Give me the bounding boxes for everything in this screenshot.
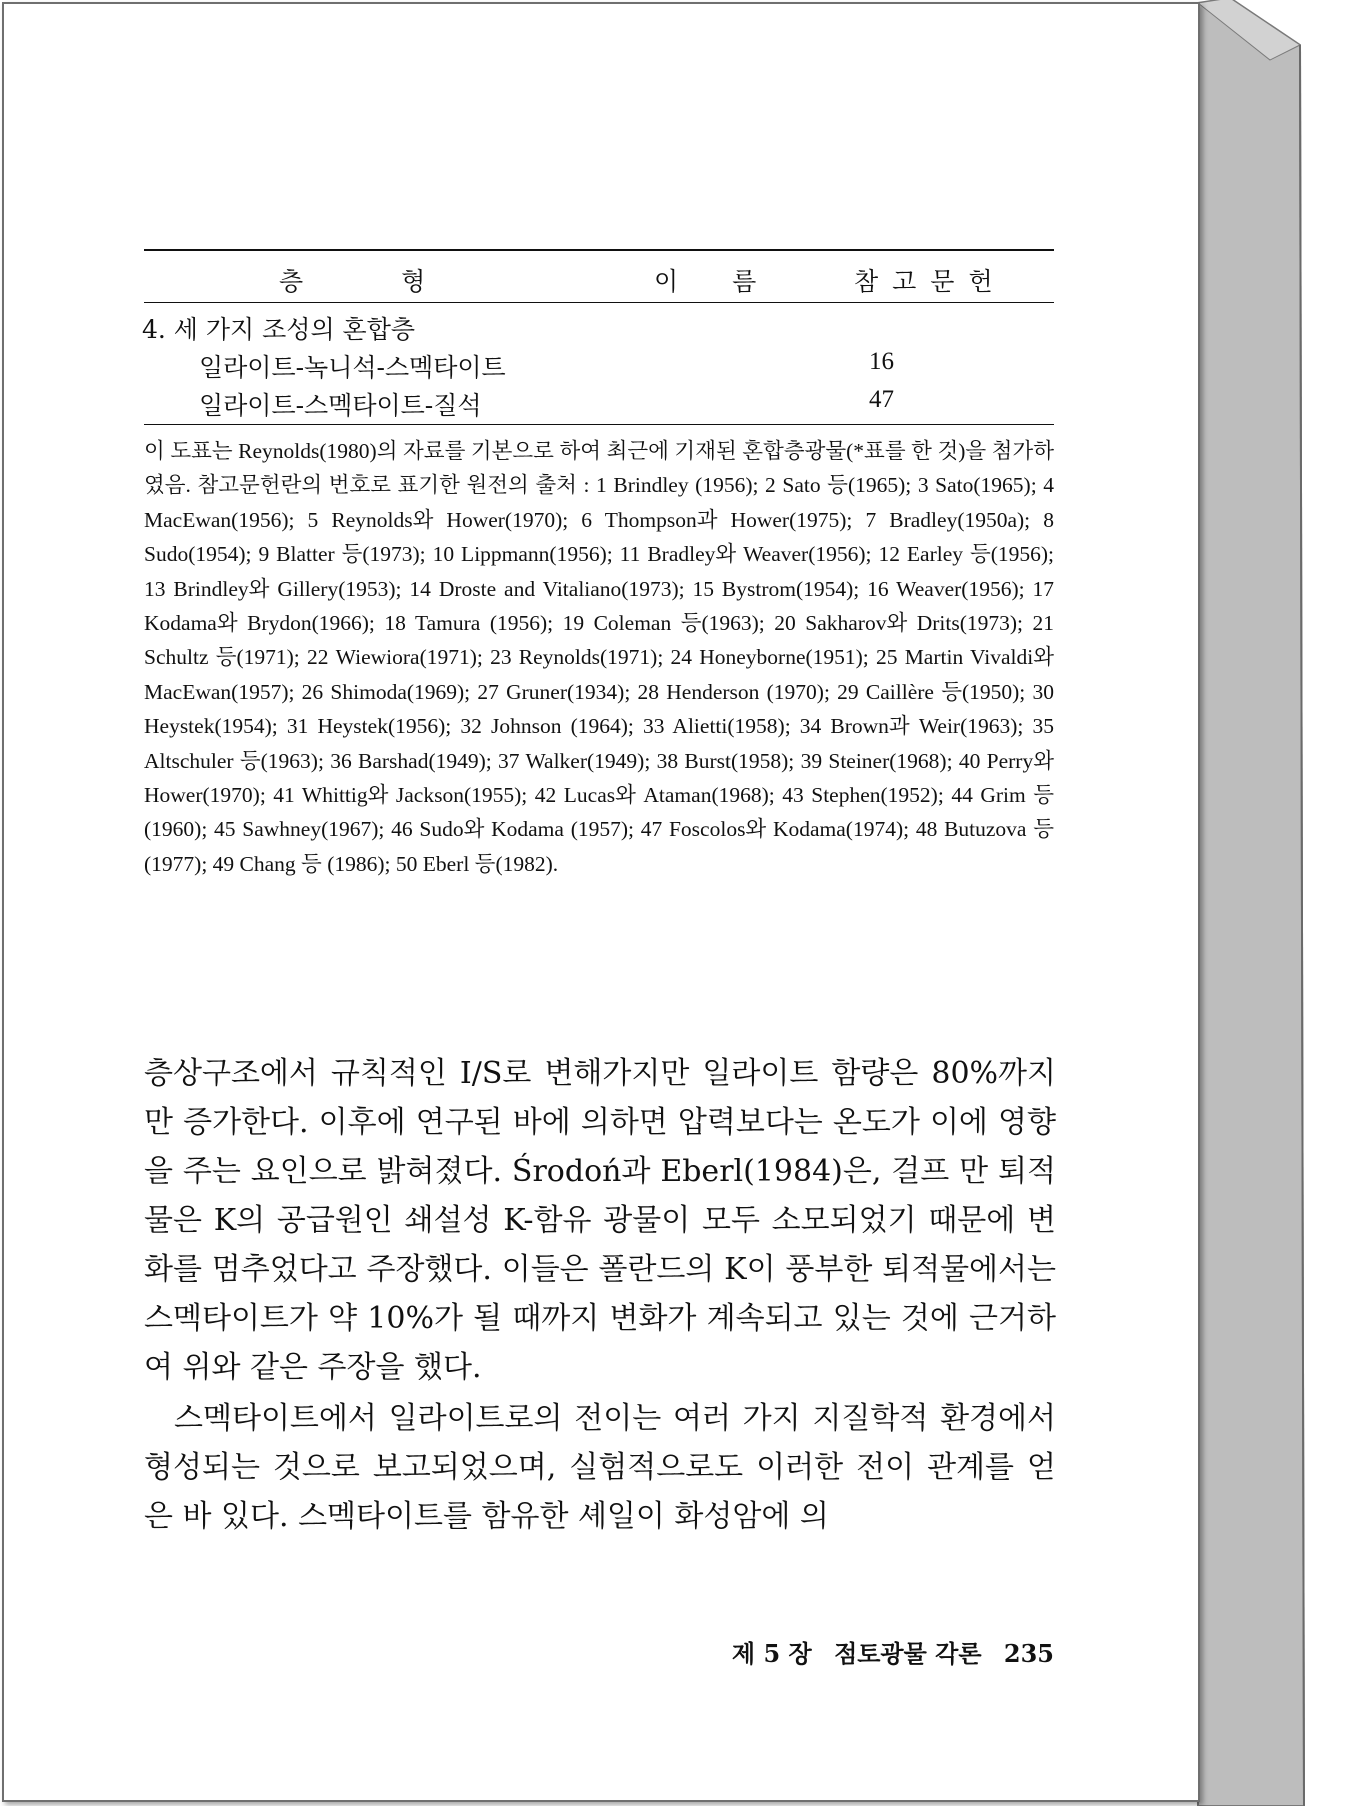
table-section-title: 4. 세 가지 조성의 혼합층 — [142, 315, 415, 344]
table-bottom-rule — [144, 424, 1054, 425]
column-header-references: 참고문헌 — [854, 267, 1007, 296]
table-row — [199, 348, 999, 384]
page-footer — [718, 1634, 1054, 1669]
table-header-rule — [144, 302, 1054, 303]
table-row — [199, 386, 999, 422]
footer-chapter-title: 점토광물 각론 — [834, 1639, 982, 1668]
column-header-name: 이 름 — [654, 267, 758, 296]
table-cell-ref: 47 — [869, 386, 894, 413]
book-page — [2, 2, 1200, 1802]
table-cell-name: 일라이트-녹니석-스멕타이트 — [199, 353, 506, 382]
table-cell-ref: 16 — [869, 348, 894, 375]
table-top-rule — [144, 249, 1054, 251]
footer-chapter: 제 5 장 — [731, 1639, 812, 1668]
body-paragraph: 층상구조에서 규칙적인 I/S로 변해가지만 일라이트 함량은 80%까지만 증가한다. 이후에 연구된 바에 의하면 압력보다는 온도가 이에 영향을 주는 요인으로 밝혀졌다. Środoń과 Eberl(1984)은, 걸프 만 퇴적물은 K의 공급원인 쇄설성 K-함유 광물이 모두 소모되었기 때문에 변화를 멈추었다고 주장했다. 이들은 폴란드의 K이 풍부한 퇴적물에서는 스멕타이트가 약 10%가 될 때까지 변화가 계속되고 있는 것에 근거하여 위와 같은 주장을 했다. — [144, 1056, 1056, 1385]
column-header-layer-type: 층 형 — [279, 267, 427, 296]
body-paragraph: 스멕타이트에서 일라이트로의 전이는 여러 가지 지질학적 환경에서 형성되는 것으로 보고되었으며, 실험적으로도 이러한 전이 관계를 얻은 바 있다. 스멕타이트를 함유한 셰일이 화성암에 의 — [144, 1401, 1056, 1534]
table-cell-name: 일라이트-스멕타이트-질석 — [199, 391, 482, 420]
page-number: 235 — [1003, 1639, 1054, 1668]
table-footnote: 이 도표는 Reynolds(1980)의 자료를 기본으로 하여 최근에 기재된 혼합층광물(*표를 한 것)을 첨가하였음. 참고문헌란의 번호로 표기한 원전의 출처 : 1 Brindley (1956); 2 Sato 등(1965); 3 Sato(1965); 4 MacEwan(1956); 5 Reynolds와 Hower(1970); 6 Thompson과 Hower(1975); 7 Bradley(1950a); 8 Sudo(1954); 9 Blatter 등(1973); 10 Lippmann(1956); 11 Bradley와 Weaver(1956); 12 Earley 등(1956); 13 Brindley와 Gillery(1953); 14 Droste and Vitaliano(1973); 15 Bystrom(1954); 16 Weaver(1956); 17 Kodama와 Brydon(1966); 18 Tamura (1956); 19 Coleman 등(1963); 20 Sakharov와 Drits(1973); 21 Schultz 등(1971); 22 Wiewiora(1971); 23 Reynolds(1971); 24 Honeyborne(1951); 25 Martin Vivaldi와 MacEwan(1957); 26 Shimoda(1969); 27 Gruner(1934); 28 Henderson (1970); 29 Caillère 등(1950); 30 Heystek(1954); 31 Heystek(1956); 32 Johnson (1964); 33 Alietti(1958); 34 Brown과 Weir(1963); 35 Altschuler 등(1963); 36 Barshad(1949); 37 Walker(1949); 38 Burst(1958); 39 Steiner(1968); 40 Perry와 Hower(1970); 41 Whittig와 Jackson(1955); 42 Lucas와 Ataman(1968); 43 Stephen(1952); 44 Grim 등(1960); 45 Sawhney(1967); 46 Sudo와 Kodama (1957); 47 Foscolos와 Kodama(1974); 48 Butuzova 등(1977); 49 Chang 등 (1986); 50 Eberl 등(1982). — [144, 439, 1054, 876]
